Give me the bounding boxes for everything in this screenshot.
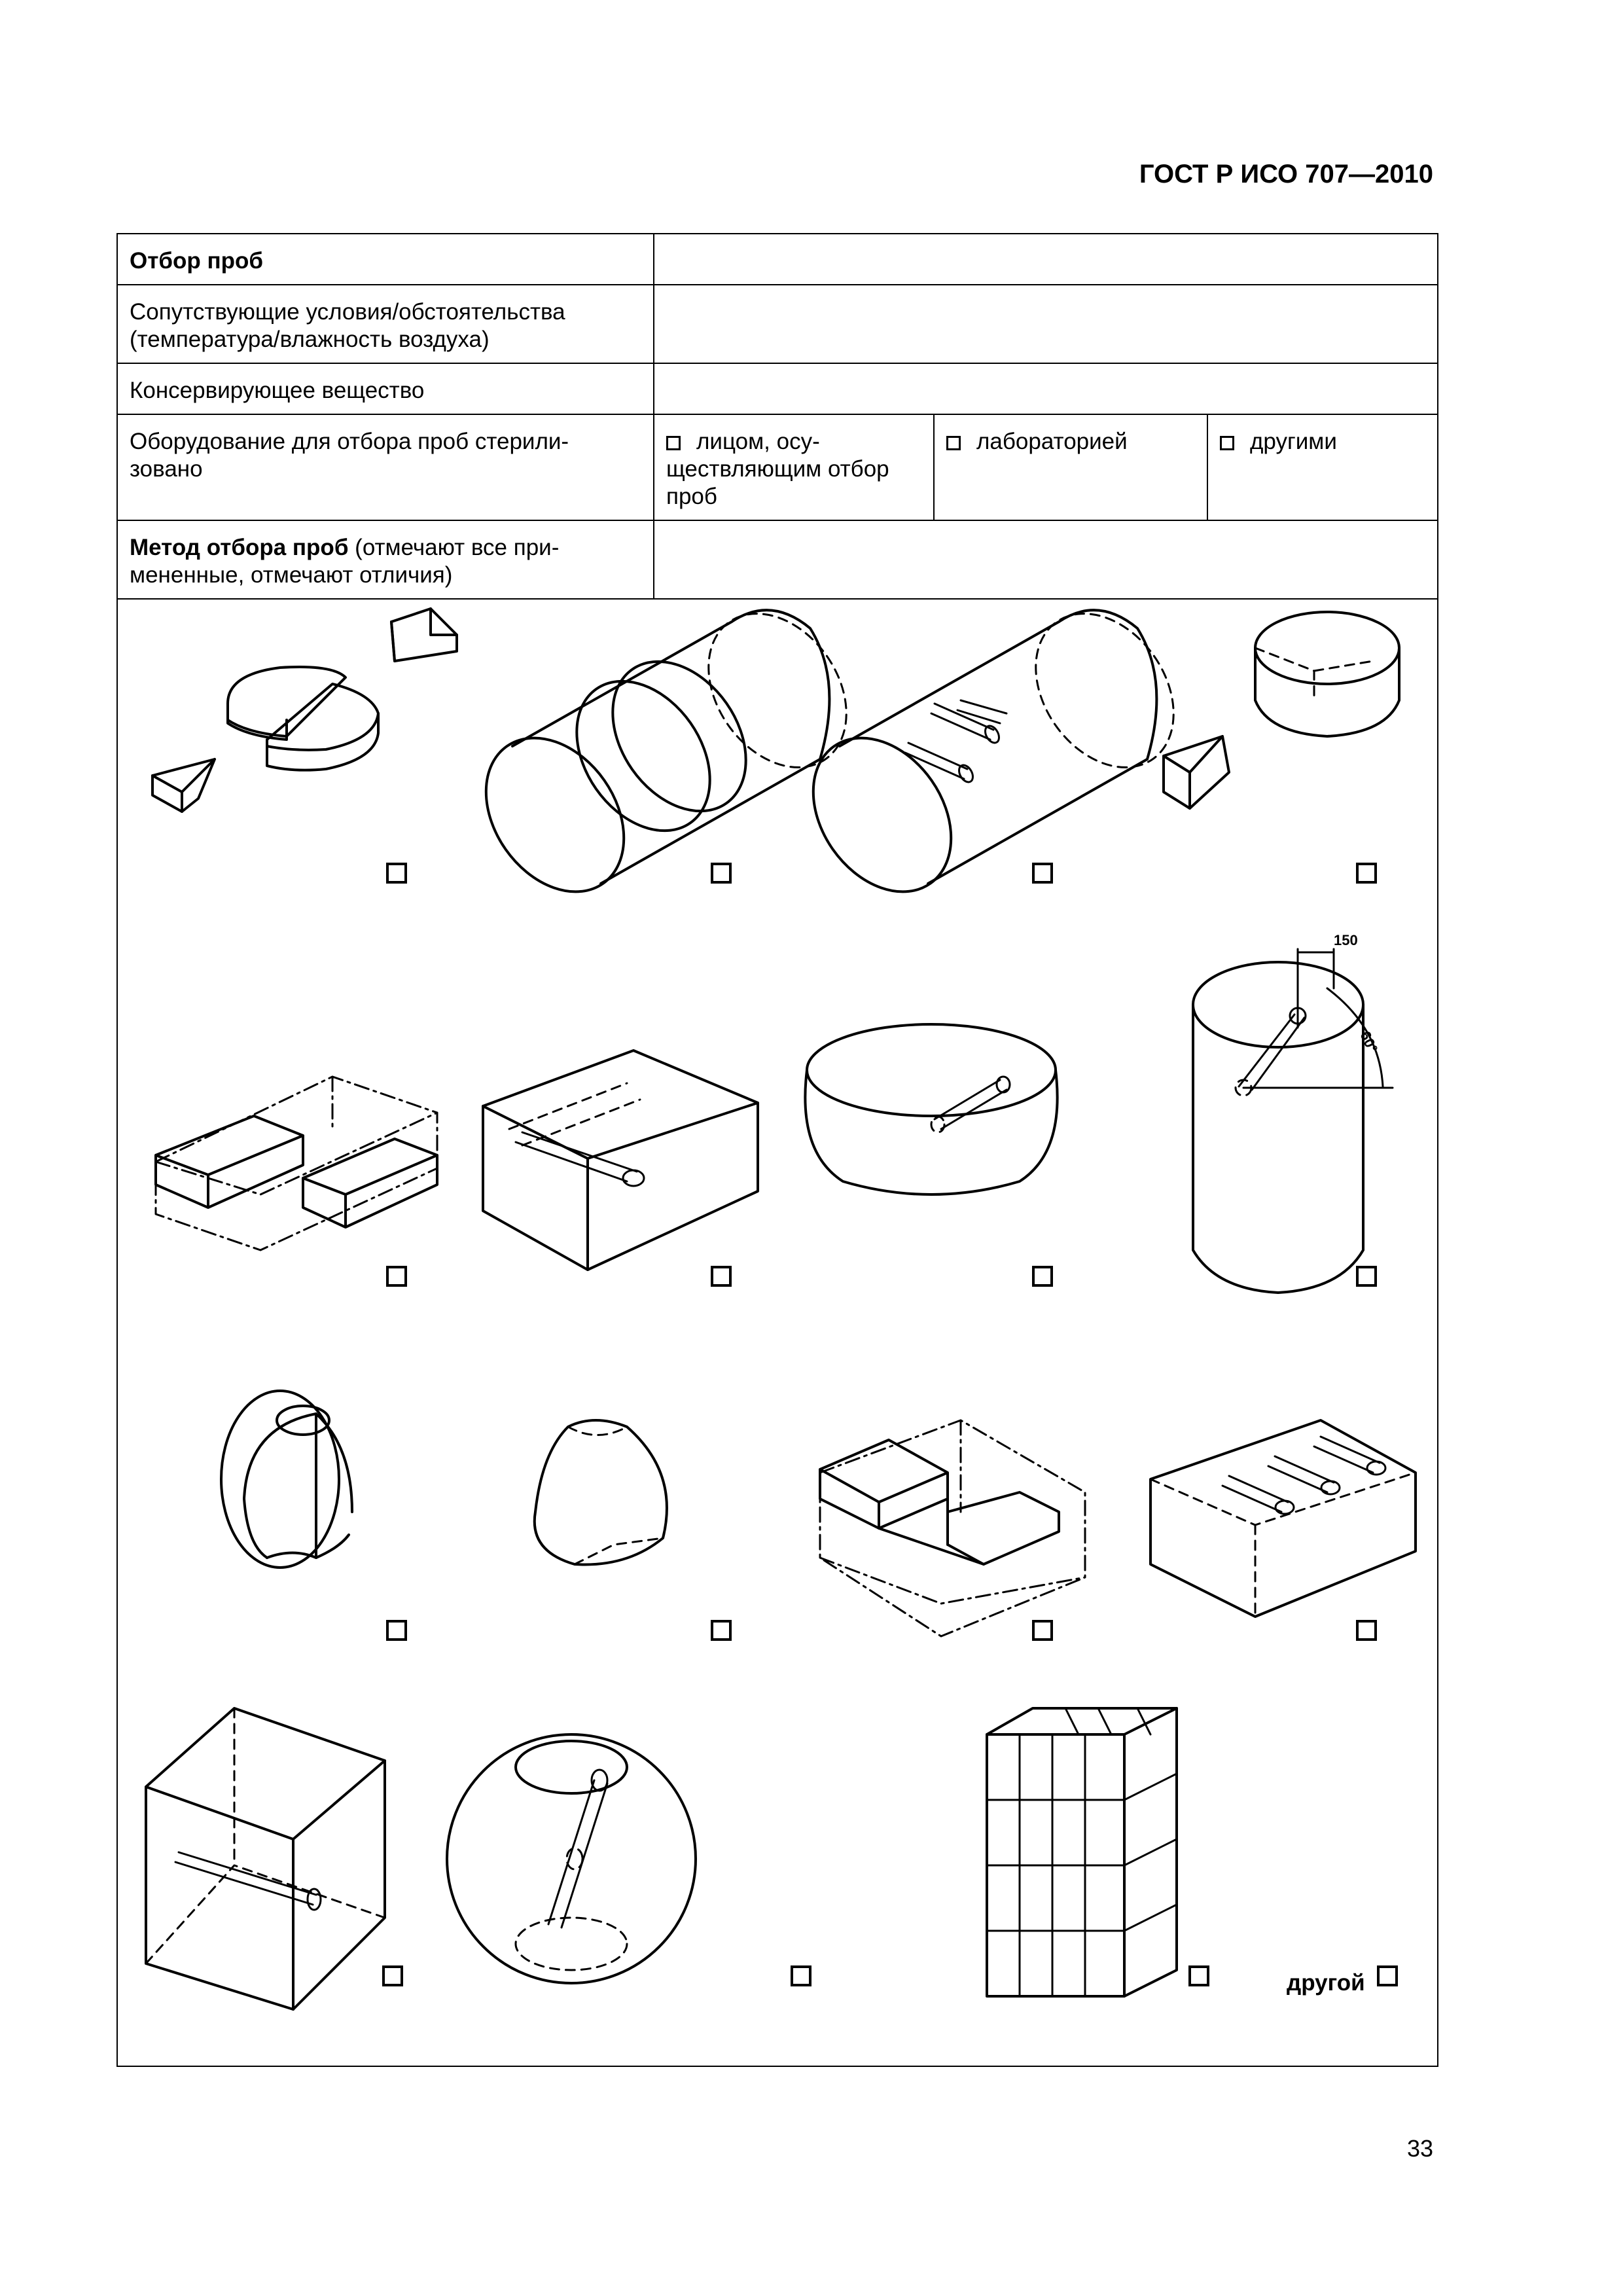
figure-stacked-blocks: [987, 1708, 1177, 1996]
form-row-sampling: [117, 234, 1438, 285]
form-row-preservative: [117, 363, 1438, 414]
checkbox-figure-15[interactable]: [1188, 1965, 1209, 1986]
checkbox-figure-9[interactable]: [386, 1620, 407, 1641]
figure-tall-cylinder-angled-bore: [1193, 932, 1393, 1293]
checkbox-figure-4[interactable]: [1356, 863, 1377, 884]
checkbox-other[interactable]: [1377, 1965, 1398, 1986]
option-laboratory[interactable]: лабораторией: [934, 414, 1207, 520]
checkbox-figure-2[interactable]: [711, 863, 732, 884]
checkbox-figure-3[interactable]: [1032, 863, 1053, 884]
form-row-conditions: [117, 285, 1438, 363]
label-sterilized: Оборудование для отбора проб стерили- зовано: [117, 414, 654, 520]
label-sampling: Отбор проб: [117, 234, 654, 285]
form-row-sterilized: [117, 414, 1438, 520]
figure-rect-block-bore: [483, 1050, 758, 1270]
other-label: другой: [1287, 1970, 1365, 1996]
option-sampler[interactable]: лицом, осу- ществляющим отбор проб: [654, 414, 934, 520]
value-conditions[interactable]: [654, 285, 1438, 363]
label-method: Метод отбора проб (отмечают все при- мененные, отмечают отличия): [117, 520, 654, 599]
checkbox-figure-11[interactable]: [1032, 1620, 1053, 1641]
figure-sphere-bore: [447, 1734, 696, 1983]
checkbox-figure-13[interactable]: [382, 1965, 403, 1986]
figure-cheese-wedge-removed: [1164, 612, 1399, 808]
value-sampling[interactable]: [654, 234, 1438, 285]
sampling-form-table: [116, 233, 1438, 600]
figure-cube-bore: [146, 1708, 385, 2009]
label-conditions: Сопутствующие условия/обстоятельства (температура/влажность воздуха): [117, 285, 654, 363]
figure-cylinder-bored: [785, 587, 1202, 918]
figure-cylinder-slice: [457, 587, 875, 918]
checkbox-figure-1[interactable]: [386, 863, 407, 884]
angle-60: 60°: [1357, 1028, 1382, 1056]
page-number: 33: [1406, 2135, 1433, 2162]
dimension-150: 150: [1334, 932, 1358, 948]
figure-flat-cheese-bore: [805, 1024, 1057, 1194]
checkbox-figure-5[interactable]: [386, 1266, 407, 1287]
figure-block-bars: [156, 1077, 437, 1250]
label-preservative: Консервирующее вещество: [117, 363, 654, 414]
figure-cut-cheese-wheel: [152, 609, 457, 812]
checkbox-figure-12[interactable]: [1356, 1620, 1377, 1641]
sampling-method-figures: [116, 583, 1438, 2067]
checkbox-others[interactable]: [1220, 436, 1234, 450]
checkbox-figure-7[interactable]: [1032, 1266, 1053, 1287]
figure-block-three-bores: [1150, 1420, 1416, 1617]
checkbox-laboratory[interactable]: [946, 436, 961, 450]
option-others[interactable]: другими: [1207, 414, 1438, 520]
checkbox-figure-10[interactable]: [711, 1620, 732, 1641]
checkbox-figure-8[interactable]: [1356, 1266, 1377, 1287]
checkbox-sampler[interactable]: [666, 436, 681, 450]
figure-half-ball: [535, 1420, 667, 1565]
document-id: ГОСТ Р ИСО 707—2010: [1139, 160, 1433, 188]
checkbox-figure-14[interactable]: [791, 1965, 812, 1986]
value-preservative[interactable]: [654, 363, 1438, 414]
figure-block-cut-slab: [820, 1420, 1085, 1636]
figure-ball-segment: [221, 1391, 352, 1568]
checkbox-figure-6[interactable]: [711, 1266, 732, 1287]
